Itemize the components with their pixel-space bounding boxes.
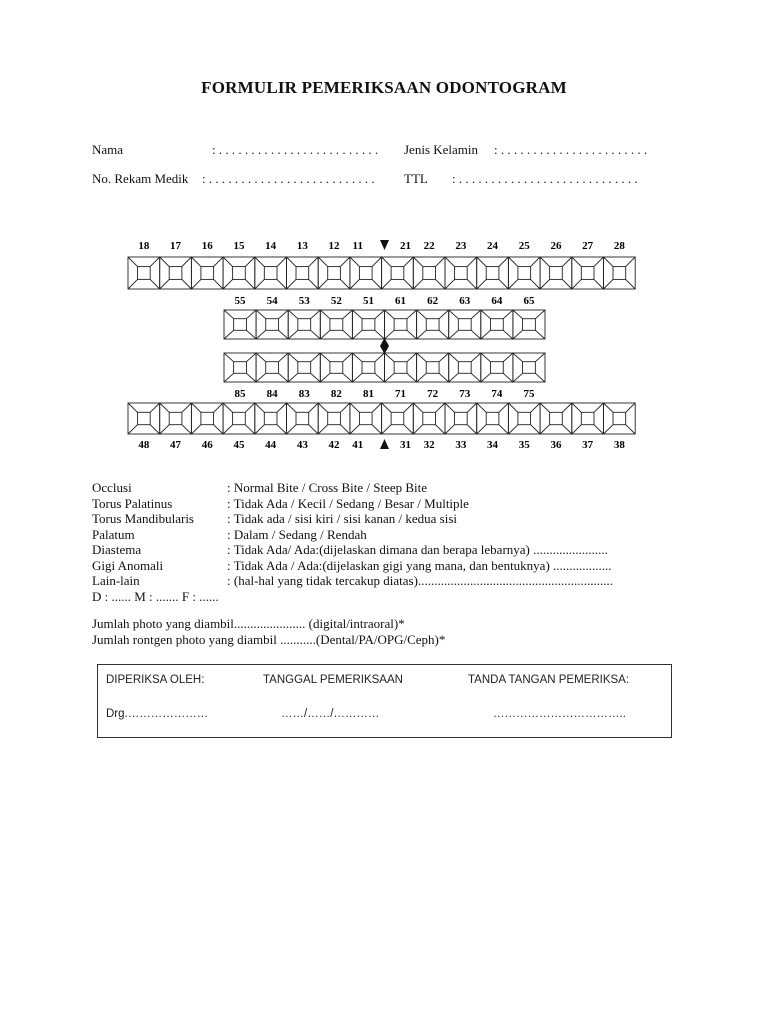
tooth-chart-cell[interactable] <box>513 353 545 382</box>
jenis-kelamin-field[interactable]: : . . . . . . . . . . . . . . . . . . . . . . . <box>494 142 648 157</box>
tooth-number: 37 <box>582 439 594 451</box>
tooth-chart-cell[interactable] <box>256 353 288 382</box>
tooth-number: 28 <box>613 240 625 252</box>
examination-label: Occlusi <box>92 480 132 495</box>
midline-down-arrow-icon <box>380 240 389 250</box>
tooth-number: 22 <box>423 240 435 252</box>
tooth-number: 25 <box>518 240 530 252</box>
tooth-chart-cell[interactable] <box>287 257 319 289</box>
tooth-chart-cell[interactable] <box>318 257 350 289</box>
tooth-number: 23 <box>455 240 467 252</box>
tooth-chart-cell[interactable] <box>413 257 445 289</box>
tooth-chart-cell[interactable] <box>417 310 449 339</box>
tooth-number: 44 <box>265 439 277 451</box>
examination-value[interactable]: : Tidak ada / sisi kiri / sisi kanan / kedua sisi <box>227 511 458 526</box>
tooth-chart-cell[interactable] <box>350 257 382 289</box>
tooth-chart-cell[interactable] <box>320 310 352 339</box>
tooth-number: 32 <box>423 439 435 451</box>
tooth-number: 31 <box>399 439 411 451</box>
tooth-chart-cell[interactable] <box>413 403 445 434</box>
tooth-chart-cell[interactable] <box>160 403 192 434</box>
tooth-number: 45 <box>233 439 245 451</box>
nama-label: Nama <box>92 142 124 157</box>
tooth-chart-cell[interactable] <box>540 403 572 434</box>
examination-section <box>92 480 613 604</box>
tooth-number: 74 <box>491 388 503 400</box>
rekam-medik-field[interactable]: : . . . . . . . . . . . . . . . . . . . . . . . . . . <box>202 171 375 186</box>
tooth-number: 84 <box>266 388 278 400</box>
tooth-number: 82 <box>330 388 342 400</box>
tooth-number: 35 <box>518 439 530 451</box>
tooth-chart-cell[interactable] <box>128 403 160 434</box>
tooth-number: 53 <box>298 295 310 307</box>
rekam-medik-label: No. Rekam Medik <box>92 171 189 186</box>
tooth-number: 34 <box>487 439 499 451</box>
tooth-chart-cell[interactable] <box>385 310 417 339</box>
tooth-number: 33 <box>455 439 467 451</box>
tooth-chart-cell[interactable] <box>508 403 540 434</box>
examination-label: Torus Palatinus <box>92 495 173 511</box>
tooth-chart-cell[interactable] <box>481 310 513 339</box>
tooth-chart-cell[interactable] <box>352 310 384 339</box>
tooth-number: 83 <box>298 388 310 400</box>
tooth-number: 16 <box>201 240 213 252</box>
tooth-chart-cell[interactable] <box>256 310 288 339</box>
tooth-number: 14 <box>265 240 277 252</box>
tooth-chart-cell[interactable] <box>320 353 352 382</box>
tooth-number: 43 <box>296 439 308 451</box>
tooth-number: 81 <box>362 388 374 400</box>
tooth-number: 72 <box>427 388 439 400</box>
tooth-chart-cell[interactable] <box>604 257 636 289</box>
rontgen-count-line: Jumlah rontgen photo yang diambil ...........(Dental/PA/OPG/Ceph)* <box>92 632 446 647</box>
odontogram-chart <box>0 0 768 470</box>
tooth-number: 52 <box>330 295 342 307</box>
examination-row <box>92 511 458 527</box>
examination-label: Palatum <box>92 526 135 542</box>
tooth-chart-cell[interactable] <box>417 353 449 382</box>
tooth-chart-cell[interactable] <box>128 257 160 289</box>
tooth-number: 38 <box>613 439 625 451</box>
tooth-number: 15 <box>233 240 245 252</box>
tooth-chart-cell[interactable] <box>255 403 287 434</box>
nama-field[interactable]: : . . . . . . . . . . . . . . . . . . . . . . . . . <box>212 142 379 157</box>
tooth-number: 26 <box>550 240 562 252</box>
examination-value[interactable]: : Normal Bite / Cross Bite / Steep Bite <box>227 480 428 495</box>
examination-list <box>92 480 613 589</box>
photo-section <box>92 616 445 648</box>
tooth-number: 51 <box>362 295 374 307</box>
tooth-chart-cell[interactable] <box>477 257 509 289</box>
tooth-chart-cell[interactable] <box>540 257 572 289</box>
tooth-chart-cell[interactable] <box>288 310 320 339</box>
examination-row <box>92 573 613 589</box>
tooth-chart-cell[interactable] <box>160 257 192 289</box>
tooth-chart-cell[interactable] <box>191 403 223 434</box>
tooth-number: 62 <box>427 295 439 307</box>
examination-row <box>92 542 608 558</box>
tooth-chart-cell[interactable] <box>445 403 477 434</box>
tooth-chart-cell[interactable] <box>513 310 545 339</box>
tooth-number: 27 <box>582 240 594 252</box>
signature-header: TANDA TANGAN PEMERIKSA: <box>468 674 630 686</box>
tooth-chart-cell[interactable] <box>255 257 287 289</box>
tooth-chart-cell[interactable] <box>191 257 223 289</box>
tooth-chart-cell[interactable] <box>382 403 414 434</box>
tooth-chart-cell[interactable] <box>350 403 382 434</box>
examiner-field[interactable]: Drg.………………… <box>106 708 209 720</box>
tooth-number: 85 <box>234 388 246 400</box>
tooth-number: 48 <box>138 439 150 451</box>
tooth-number: 17 <box>170 240 182 252</box>
tooth-chart-cell[interactable] <box>288 353 320 382</box>
tooth-chart-cell[interactable] <box>445 257 477 289</box>
tooth-number: 63 <box>459 295 471 307</box>
tooth-number: 11 <box>352 240 363 252</box>
tooth-chart-cell[interactable] <box>604 403 636 434</box>
examination-row <box>92 557 612 574</box>
ttl-label: TTL <box>404 171 428 186</box>
tooth-number: 12 <box>328 240 340 252</box>
date-field[interactable]: ……/……/………… <box>281 708 380 720</box>
examination-row <box>92 480 428 496</box>
dmf-line: D : ...... M : ....... F : ...... <box>92 588 219 604</box>
tooth-number: 24 <box>487 240 499 252</box>
tooth-chart-cell[interactable] <box>224 353 256 382</box>
examination-row <box>92 526 367 543</box>
tooth-number: 47 <box>170 439 182 451</box>
jenis-kelamin-label: Jenis Kelamin <box>404 142 479 157</box>
examination-row <box>92 495 469 512</box>
tooth-chart-cell[interactable] <box>382 257 414 289</box>
lower-deciduous-teeth <box>224 353 545 382</box>
tooth-chart-cell[interactable] <box>477 403 509 434</box>
tooth-number: 61 <box>395 295 407 307</box>
tooth-chart-cell[interactable] <box>385 353 417 382</box>
examination-value[interactable]: : (hal-hal yang tidak tercakup diatas)............................................................ <box>227 573 613 588</box>
signature-field[interactable]: …………………………….. <box>493 708 626 720</box>
tooth-number: 13 <box>296 240 308 252</box>
examination-label: Torus Mandibularis <box>92 511 194 526</box>
tooth-chart-cell[interactable] <box>318 403 350 434</box>
date-header: TANGGAL PEMERIKSAAN <box>263 674 403 686</box>
tooth-chart-cell[interactable] <box>224 310 256 339</box>
examination-label: Gigi Anomali <box>92 557 164 573</box>
lower-deciduous-labels <box>235 388 535 400</box>
tooth-number: 42 <box>328 439 340 451</box>
examination-value[interactable]: : Dalam / Sedang / Rendah <box>227 526 367 542</box>
page-title: FORMULIR PEMERIKSAAN ODONTOGRAM <box>201 78 567 97</box>
upper-permanent-teeth <box>128 257 635 289</box>
tooth-chart-cell[interactable] <box>449 353 481 382</box>
examination-value[interactable]: : Tidak Ada / Ada:(dijelaskan gigi yang mana, dan bentuknya) .................. <box>227 557 612 573</box>
tooth-number: 55 <box>234 295 246 307</box>
tooth-number: 46 <box>201 439 213 451</box>
tooth-number: 18 <box>138 240 150 252</box>
tooth-chart-cell[interactable] <box>449 310 481 339</box>
tooth-chart-cell[interactable] <box>481 353 513 382</box>
tooth-chart-cell[interactable] <box>508 257 540 289</box>
photo-count-line: Jumlah photo yang diambil...................... (digital/intraoral)* <box>92 616 405 631</box>
tooth-number: 73 <box>459 388 471 400</box>
tooth-number: 36 <box>550 439 562 451</box>
tooth-number: 21 <box>399 240 411 252</box>
tooth-number: 75 <box>523 388 535 400</box>
examination-label: Diastema <box>92 542 142 557</box>
lower-permanent-teeth <box>128 403 635 434</box>
examination-value[interactable]: : Tidak Ada/ Ada:(dijelaskan dimana dan berapa lebarnya) ....................... <box>227 542 608 557</box>
tooth-number: 54 <box>266 295 278 307</box>
examination-label: Lain-lain <box>92 573 140 588</box>
examiner-header: DIPERIKSA OLEH: <box>106 674 205 686</box>
tooth-number: 64 <box>491 295 503 307</box>
tooth-chart-cell[interactable] <box>572 403 604 434</box>
tooth-number: 41 <box>352 439 364 451</box>
ttl-field[interactable]: : . . . . . . . . . . . . . . . . . . . . . . . . . . . . <box>452 171 638 186</box>
tooth-chart-cell[interactable] <box>572 257 604 289</box>
tooth-number: 71 <box>395 388 407 400</box>
tooth-chart-cell[interactable] <box>287 403 319 434</box>
midline-up-arrow-icon <box>380 439 389 449</box>
tooth-chart-cell[interactable] <box>223 257 255 289</box>
examination-value[interactable]: : Tidak Ada / Kecil / Sedang / Besar / Multiple <box>227 495 469 511</box>
tooth-chart-cell[interactable] <box>223 403 255 434</box>
signature-box <box>97 664 672 738</box>
tooth-chart-cell[interactable] <box>352 353 384 382</box>
upper-deciduous-teeth <box>224 310 545 339</box>
midline-double-arrow-icon <box>380 338 389 354</box>
upper-deciduous-labels <box>235 295 535 307</box>
tooth-number: 65 <box>523 295 535 307</box>
